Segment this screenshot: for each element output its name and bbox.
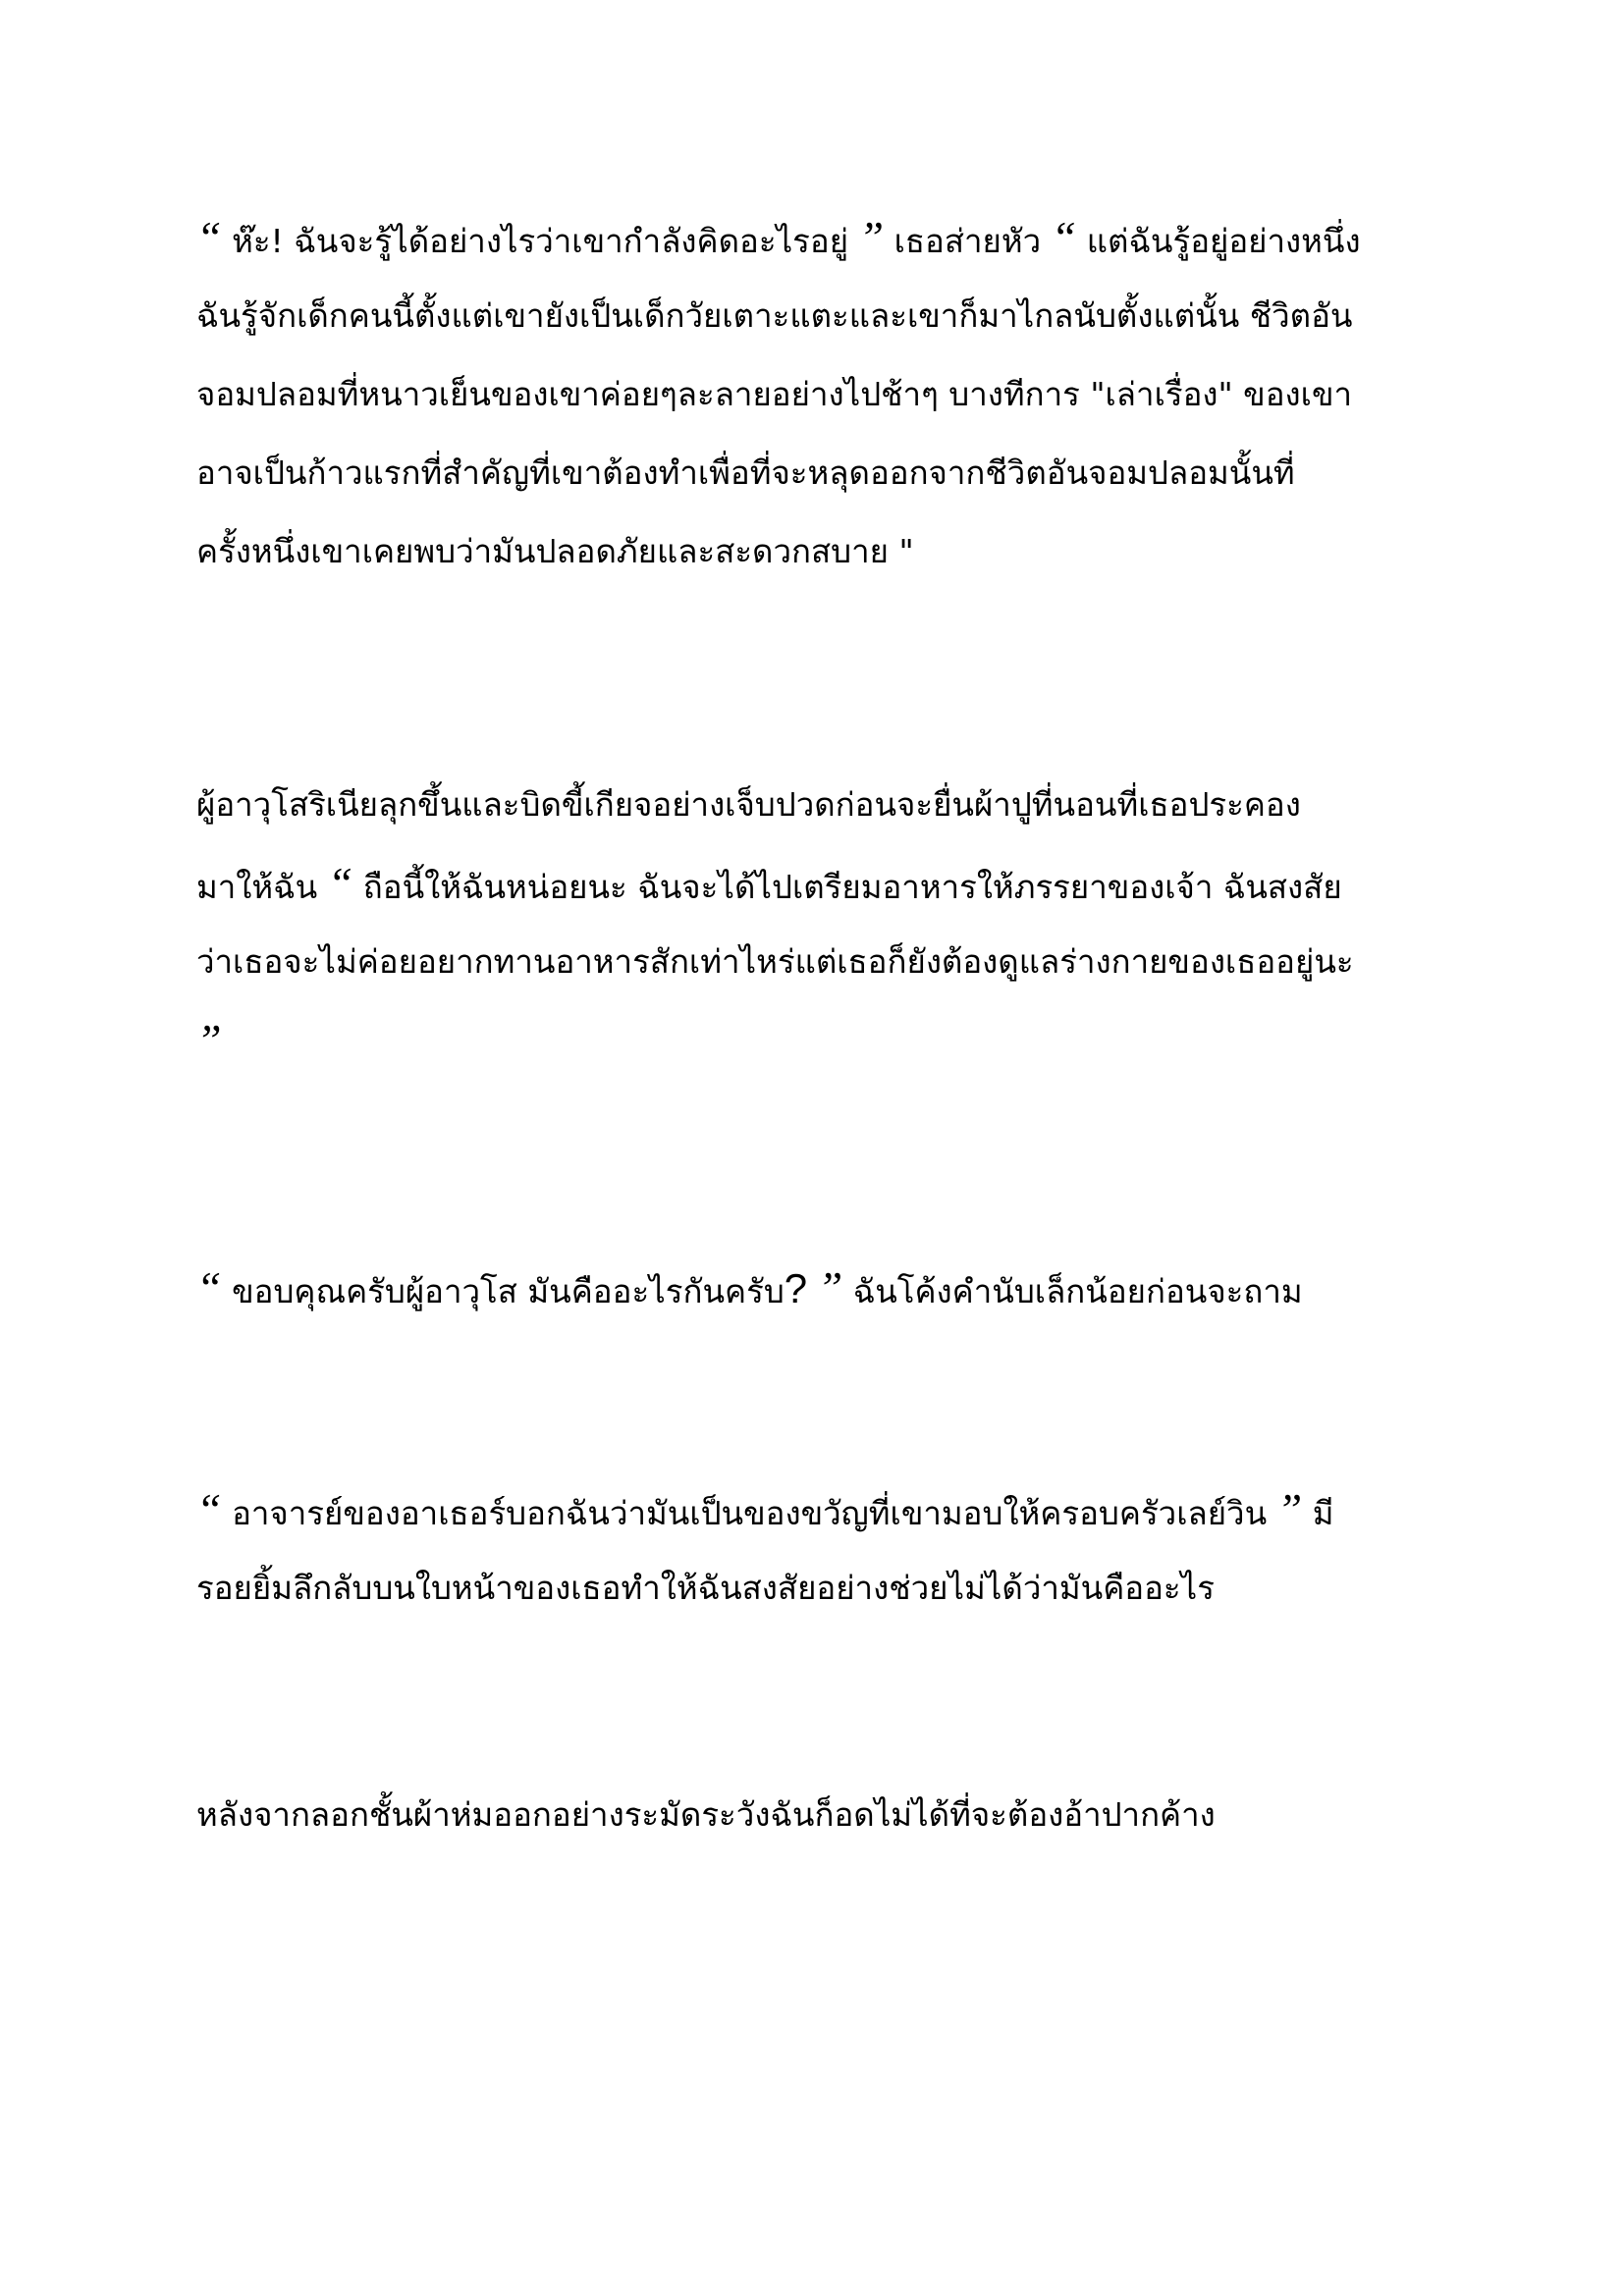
line-text: เธอส่ายหัว <box>884 222 1052 260</box>
line <box>196 198 1443 277</box>
line-text: ถือนี้ให้ฉันหน่อยนะ ฉันจะได้ไปเตรียมอาหารให้ภรรยาของเจ้า ฉันสงสัย <box>352 868 1342 906</box>
open-quote: “ <box>327 858 353 908</box>
paragraph-1 <box>196 198 1443 591</box>
line-text: อาจเป็นก้าวแรกที่สำคัญที่เขาต้องทำเพื่อที่จะหลุดออกจากชีวิตอันจอมปลอมนั้นที่ <box>196 454 1295 492</box>
line-text: มี <box>1302 1494 1334 1532</box>
line-text: ผู้อาวุโสริเนียลุกขึ้นและบิดขี้เกียจอย่างเจ็บปวดก่อนจะยื่นผ้าปูที่นอนที่เธอประคอง <box>196 785 1301 824</box>
line-text: ฉันรู้จักเด็กคนนี้ตั้งแต่เขายังเป็นเด็กวัยเตาะแตะและเขาก็มาไกลนับตั้งแต่นั้น ชีวิตอัน <box>196 296 1353 335</box>
line <box>196 1470 1443 1549</box>
paragraph-3 <box>196 1249 1443 1327</box>
line <box>196 1776 1443 1854</box>
line-text: ขอบคุณครับผู้อาวุโส มันคืออะไรกันครับ <box>221 1272 785 1310</box>
line <box>196 434 1443 512</box>
line-text: ว่าเธอจะไม่ค่อยอยากทานอาหารสักเท่าไหร่แต่เธอก็ยังต้องดูแลร่างกายของเธออยู่นะ <box>196 942 1354 981</box>
open-quote: “ <box>196 212 222 262</box>
line <box>196 355 1443 434</box>
line <box>196 766 1443 844</box>
paragraph-5 <box>196 1776 1443 1854</box>
line-text: แต่ฉันรู้อยู่อย่างหนึ่ง <box>1076 222 1361 260</box>
line <box>196 844 1443 923</box>
line <box>196 277 1443 355</box>
open-quote: “ <box>196 1484 222 1534</box>
close-quote: ” <box>196 1015 222 1065</box>
line-text: จอมปลอมที่หนาวเย็นของเขาค่อยๆละลายอย่างไปช้าๆ บางทีการ "เล่าเรื่อง" ของเขา <box>196 375 1353 413</box>
line <box>196 1249 1443 1327</box>
line-text: หลังจากลอกชั้นผ้าห่มออกอย่างระมัดระวังฉันก็อดไม่ได้ที่จะต้องอ้าปากค้าง <box>196 1795 1216 1834</box>
question-mark: ? <box>784 1265 808 1311</box>
line-text: ฉันโค้งคำนับเล็กน้อยก่อนจะถาม <box>842 1272 1303 1310</box>
line <box>196 1001 1443 1080</box>
line <box>196 923 1443 1001</box>
line-text: รอยยิ้มลึกลับบนใบหน้าของเธอทำให้ฉันสงสัยอย่างช่วยไม่ได้ว่ามันคืออะไร <box>196 1569 1215 1607</box>
close-quote: ” <box>858 212 885 262</box>
line <box>196 512 1443 591</box>
line-text <box>807 1272 818 1310</box>
open-quote: “ <box>196 1262 222 1312</box>
open-quote: “ <box>1051 212 1077 262</box>
close-quote: ” <box>817 1262 843 1312</box>
paragraph-4 <box>196 1470 1443 1628</box>
close-quote: ” <box>1276 1484 1303 1534</box>
line-text: ห๊ะ! ฉันจะรู้ได้อย่างไรว่าเขากำลังคิดอะไรอยู่ <box>221 222 859 260</box>
line-text: มาให้ฉัน <box>196 868 328 906</box>
line-text: ครั้งหนึ่งเขาเคยพบว่ามันปลอดภัยและสะดวกสบาย " <box>196 532 914 570</box>
paragraph-2 <box>196 766 1443 1080</box>
line <box>196 1549 1443 1628</box>
line-text: อาจารย์ของอาเธอร์บอกฉันว่ามันเป็นของขวัญที่เขามอบให้ครอบครัวเลย์วิน <box>221 1494 1277 1532</box>
